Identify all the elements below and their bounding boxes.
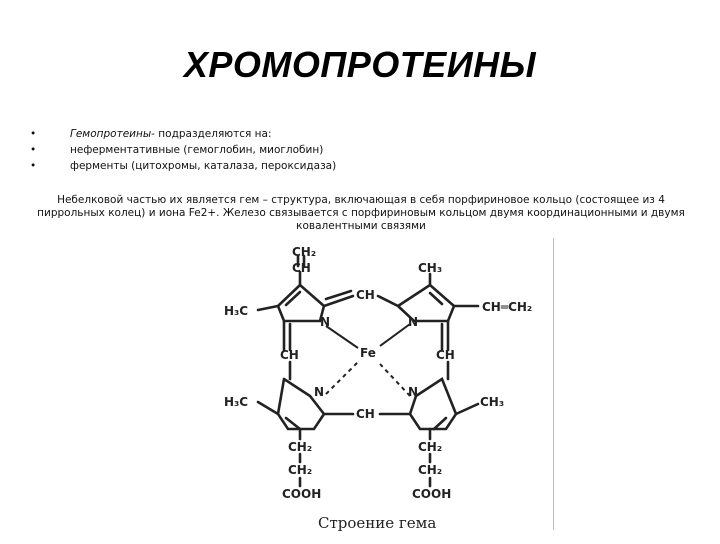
term-emphasis: Гемопротеины	[70, 128, 152, 140]
bullet-dot: •	[30, 160, 37, 172]
covalent-bond	[380, 324, 410, 346]
label-ch3: CH₃	[418, 261, 443, 275]
label-n: N	[320, 315, 331, 329]
label-h3c: H₃C	[224, 395, 249, 409]
list-item	[30, 158, 336, 174]
label-ch2: CH₂	[288, 440, 313, 454]
label-ch: CH	[436, 348, 455, 362]
label-ch2: CH₂	[292, 245, 317, 259]
double-bond	[286, 292, 300, 305]
label-ch2: CH₂	[418, 463, 443, 477]
coordination-bond	[326, 362, 358, 394]
heme-structure-diagram	[220, 238, 554, 540]
label-n: N	[408, 315, 419, 329]
label-h3c: H₃C	[224, 304, 249, 318]
label-ch: CH	[356, 288, 375, 302]
figure-caption: Строение гема	[318, 514, 437, 532]
bond	[258, 306, 278, 310]
figure-border-line	[553, 238, 554, 530]
label-fe: Fe	[360, 346, 376, 360]
covalent-bond	[326, 326, 358, 348]
label-cooh: COOH	[412, 487, 452, 501]
label-ch3: CH₃	[480, 395, 505, 409]
label-cooh: COOH	[282, 487, 322, 501]
label-ch2: CH₂	[288, 463, 313, 477]
label-vinyl: CH═CH₂	[482, 300, 533, 314]
heme-description-paragraph: Небелковой частью их является гем – структура, включающая в себя порфириновое кольцо (состоящее из 4 пиррольных колец) и иона Fe2+. Железо связывается с порфириновым кольцом двумя координационными и двумя ковалентными связями	[37, 194, 685, 232]
bond	[258, 402, 278, 414]
bullet-list	[30, 126, 336, 174]
double-bond	[434, 418, 446, 429]
bond	[378, 296, 398, 306]
label-ch: CH	[292, 261, 311, 275]
list-item-text: - подразделяются на:	[151, 128, 272, 140]
pyrrole-ring-top-left	[278, 285, 324, 321]
label-n: N	[408, 385, 419, 399]
label-n: N	[314, 385, 325, 399]
page-title: ХРОМОПРОТЕИНЫ	[183, 44, 537, 85]
list-item-text: неферментативные (гемоглобин, миоглобин)	[70, 144, 324, 156]
list-item	[30, 142, 336, 158]
bullet-dot: •	[30, 128, 37, 140]
label-ch: CH	[356, 407, 375, 421]
heme-structure-figure	[220, 238, 554, 540]
pyrrole-ring-top-right	[398, 285, 454, 321]
list-item	[30, 126, 336, 142]
coordination-bond	[380, 364, 410, 396]
label-ch2: CH₂	[418, 440, 443, 454]
bullet-dot: •	[30, 144, 37, 156]
label-ch: CH	[280, 348, 299, 362]
bond	[456, 404, 478, 414]
list-item-text: ферменты (цитохромы, каталаза, пероксидаза)	[70, 160, 337, 172]
